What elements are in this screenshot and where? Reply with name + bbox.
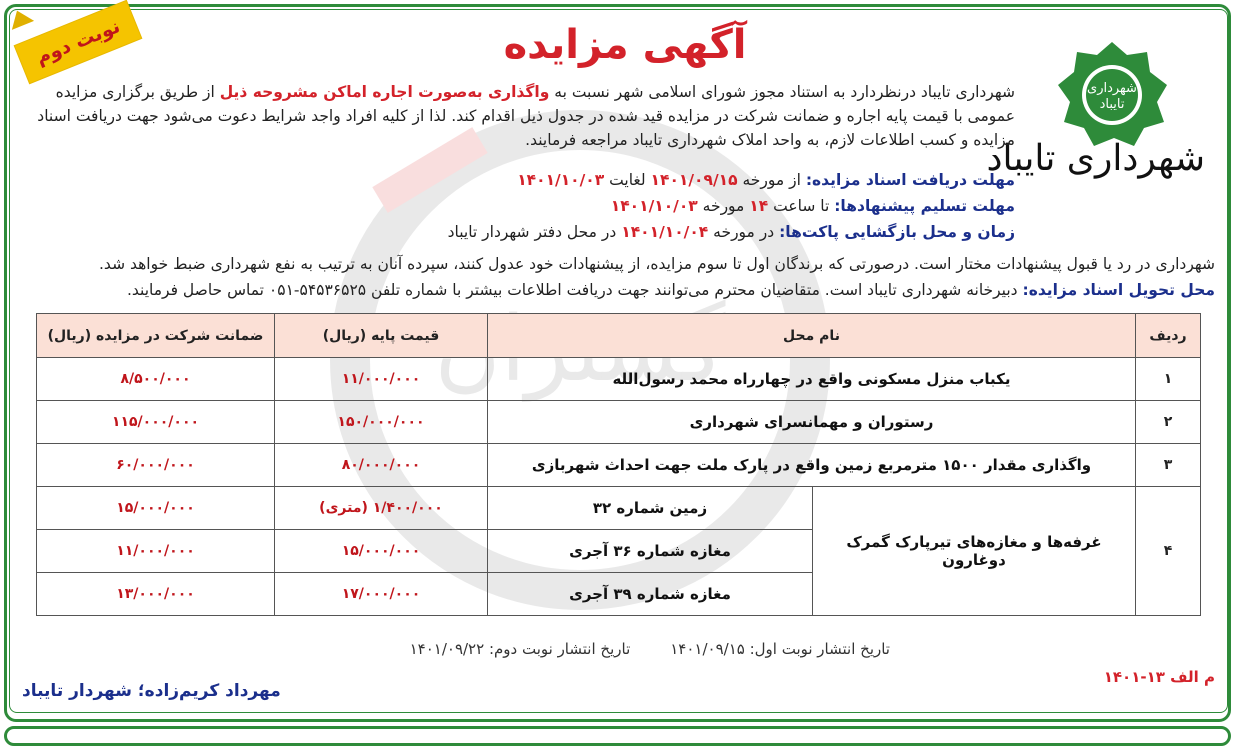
base-price-cell: ۸۰/۰۰۰/۰۰۰ <box>275 444 488 487</box>
header-base-price: قیمت پایه (ریال) <box>275 314 488 358</box>
svg-text:تایباد: تایباد <box>1099 97 1125 112</box>
group-location-cell: غرفه‌ها و مغازه‌های تیرپارک گمرک دوغارون <box>813 487 1136 616</box>
delivery-label: محل تحویل اسناد مزایده: <box>1022 281 1215 299</box>
deadline-documents <box>330 168 1015 192</box>
guarantee-cell: ۱۱۵/۰۰۰/۰۰۰ <box>37 401 275 444</box>
row-number: ۱ <box>1136 358 1201 401</box>
base-price-cell: ۱۷/۰۰۰/۰۰۰ <box>275 573 488 616</box>
sub-location-cell: مغازه شماره ۳۶ آجری <box>488 530 813 573</box>
header-row-number: ردیف <box>1136 314 1201 358</box>
base-price-cell: ۱۵/۰۰۰/۰۰۰ <box>275 530 488 573</box>
page-title: آگهی مزایده <box>503 22 747 68</box>
publication-dates <box>330 640 890 658</box>
auction-table <box>36 313 1201 616</box>
base-price-cell: ۱۱/۰۰۰/۰۰۰ <box>275 358 488 401</box>
deadline-date: ۱۴۰۱/۱۰/۰۳ <box>517 171 605 189</box>
location-cell: واگذاری مقدار ۱۵۰۰ مترمربع زمین واقع در پارک ملت جهت احداث شهربازی <box>488 444 1136 487</box>
deadline-submission <box>330 194 1015 218</box>
municipality-logo-icon <box>1052 40 1172 150</box>
second-publication-date: تاریخ انتشار نوبت دوم: ۱۴۰۱/۰۹/۲۲ <box>409 640 631 658</box>
header-guarantee: ضمانت شرکت در مزایده (ریال) <box>37 314 275 358</box>
first-publication-date: تاریخ انتشار نوبت اول: ۱۴۰۱/۰۹/۱۵ <box>670 640 890 658</box>
header-location: نام محل <box>488 314 1136 358</box>
table-row <box>37 358 1201 401</box>
deadline-text: در مورخه <box>708 223 780 241</box>
location-cell: رستوران و مهمانسرای شهرداری <box>488 401 1136 444</box>
delivery-text: دبیرخانه شهرداری تایباد است. متقاضیان محترم می‌توانند جهت دریافت اطلاعات بیشتر با شماره تلفن ۵۴۵۳۶۵۲۵-۰۵۱ تماس حاصل فرمایند. <box>126 281 1023 299</box>
deadline-date: ۱۴۰۱/۱۰/۰۳ <box>610 197 698 215</box>
base-price-cell: ۱۵۰/۰۰۰/۰۰۰ <box>275 401 488 444</box>
guarantee-cell: ۱۳/۰۰۰/۰۰۰ <box>37 573 275 616</box>
deadline-label: مهلت دریافت اسناد مزایده: <box>805 171 1015 189</box>
row-number: ۳ <box>1136 444 1201 487</box>
deadline-opening <box>330 220 1015 244</box>
deadline-date: ۱۴۰۱/۱۰/۰۴ <box>621 223 709 241</box>
intro-text-2: از طریق برگزاری مزایده عمومی با قیمت پایه اجاره و ضمانت شرکت در مزایده قید شده در جدول ذیل اقدام کند. لذا از کلیه افراد واجد شرایط دعوت می‌شود جهت دریافت اسناد مزایده و کسب اطلاعات لازم، به واحد املاک شهرداری تایباد مراجعه فرمایند. <box>37 83 1015 149</box>
deadline-text: لغایت <box>604 171 651 189</box>
row-number: ۲ <box>1136 401 1201 444</box>
guarantee-cell: ۶۰/۰۰۰/۰۰۰ <box>37 444 275 487</box>
intro-highlight: واگذاری به‌صورت اجاره اماکن مشروحه ذیل <box>219 83 550 101</box>
svg-text:شهرداری: شهرداری <box>1087 81 1137 96</box>
table-header-row <box>37 314 1201 358</box>
guarantee-cell: ۸/۵۰۰/۰۰۰ <box>37 358 275 401</box>
row-number: ۴ <box>1136 487 1201 616</box>
intro-paragraph <box>30 80 1015 152</box>
table-row <box>37 444 1201 487</box>
deadline-date: ۱۴۰۱/۰۹/۱۵ <box>650 171 738 189</box>
guarantee-cell: ۱۵/۰۰۰/۰۰۰ <box>37 487 275 530</box>
badge-label: نوبت دوم <box>32 15 124 69</box>
table-row <box>37 401 1201 444</box>
ad-code: م الف ۱۳-۱۴۰۱ <box>1103 668 1215 686</box>
base-price-cell: ۱/۴۰۰/۰۰۰ (متری) <box>275 487 488 530</box>
table-row <box>37 487 1201 530</box>
sub-location-cell: مغازه شماره ۳۹ آجری <box>488 573 813 616</box>
rights-notice: شهرداری در رد یا قبول پیشنهادات مختار است. درصورتی که برندگان اول تا سوم مزایده، از پیشنهادات خود عدول کنند، سپرده آنان به ترتیب به نفع شهرداری ضبط خواهد شد. <box>99 255 1215 273</box>
deadline-text: مورخه <box>697 197 750 215</box>
deadline-label: زمان و محل بازگشایی پاکت‌ها: <box>779 223 1015 241</box>
sub-location-cell: زمین شماره ۳۲ <box>488 487 813 530</box>
intro-text-1: شهرداری تایباد درنظردارد به استناد مجوز شورای اسلامی شهر نسبت به <box>549 83 1015 101</box>
municipality-name: شهرداری تایباد <box>986 138 1205 179</box>
delivery-notice <box>30 278 1215 302</box>
deadline-text: از مورخه <box>737 171 806 189</box>
deadline-hour: ۱۴ <box>749 197 769 215</box>
deadline-label: مهلت تسلیم پیشنهادها: <box>834 197 1015 215</box>
mayor-signature: مهرداد کریم‌زاده؛ شهردار تایباد <box>22 681 281 701</box>
next-ad-border <box>4 726 1231 746</box>
deadline-text: در محل دفتر شهردار تایباد <box>447 223 622 241</box>
guarantee-cell: ۱۱/۰۰۰/۰۰۰ <box>37 530 275 573</box>
location-cell: یکباب منزل مسکونی واقع در چهارراه محمد رسول‌الله <box>488 358 1136 401</box>
deadline-text: تا ساعت <box>768 197 835 215</box>
